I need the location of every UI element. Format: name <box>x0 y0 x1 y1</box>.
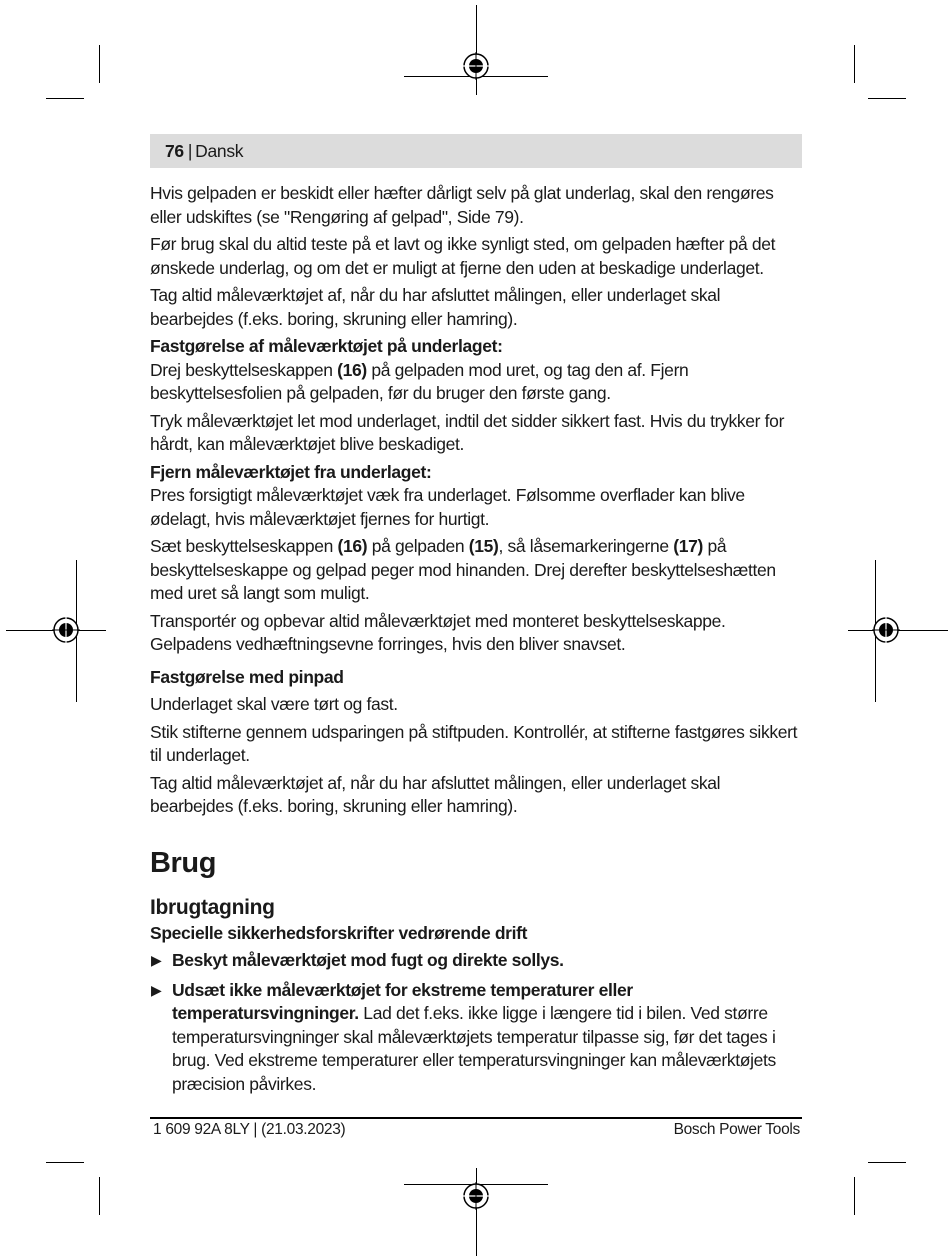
registration-mark-icon <box>462 52 490 80</box>
paragraph: Transportér og opbevar altid måleværktøjet med monteret beskyttelseskappe. Gelpadens vedhæftningsevne forringes, hvis den bliver snavset. <box>150 610 726 654</box>
crop-mark <box>99 1177 100 1215</box>
header-separator: | <box>187 140 193 161</box>
registration-mark-icon <box>52 616 80 644</box>
paragraph: Tag altid måleværktøjet af, når du har afsluttet målingen, eller underlaget skal bearbejdes (f.eks. boring, skruning eller hamring). <box>150 772 721 816</box>
subsection-title: Ibrugtagning <box>150 895 275 919</box>
paragraph: Pres forsigtigt måleværktøjet væk fra underlaget. Følsomme overflader kan blive ødelagt, hvis måleværktøjet fjernes for hurtigt. <box>150 485 745 529</box>
bullet-arrow-icon: ▶ <box>151 981 162 998</box>
paragraph: Underlaget skal være tørt og fast. <box>150 694 398 714</box>
ref-number: (15) <box>468 536 499 556</box>
fasten-heading: Fastgørelse af måleværktøjet på underlaget: <box>150 336 503 356</box>
crop-mark <box>854 45 855 83</box>
paragraph: Tryk måleværktøjet let mod underlaget, indtil det sidder sikkert fast. Hvis du trykker for hårdt, kan måleværktøjet blive beskadiget. <box>150 410 785 454</box>
paragraph: Hvis gelpaden er beskidt eller hæfter dårligt selv på glat underlag, skal den rengøres eller udskiftes (se "Rengøring af gelpad", Side 79). <box>150 183 774 227</box>
crop-mark <box>868 98 906 99</box>
crop-mark <box>868 1162 906 1163</box>
pinpad-heading: Fastgørelse med pinpad <box>150 666 344 687</box>
ref-number: (16) <box>337 536 368 556</box>
bullet-arrow-icon: ▶ <box>151 952 162 968</box>
remove-heading: Fjern måleværktøjet fra underlaget: <box>150 461 432 482</box>
ref-number: (17) <box>673 536 704 556</box>
paragraph: Stik stifterne gennem udsparingen på stiftpuden. Kontrollér, at stifterne fastgøres sikkert til underlaget. <box>150 721 798 765</box>
crop-mark <box>46 98 84 99</box>
crop-mark <box>476 5 477 95</box>
safety-heading: Specielle sikkerhedsforskrifter vedrørende drift <box>150 922 528 943</box>
page-number: 76 <box>165 140 184 161</box>
footer-doc-id: 1 609 92A 8LY | (21.03.2023) <box>153 1121 346 1138</box>
registration-mark-icon <box>872 616 900 644</box>
crop-mark <box>99 45 100 83</box>
page-header <box>150 134 802 168</box>
crop-mark <box>46 1162 84 1163</box>
main-content <box>150 182 805 1102</box>
crop-mark <box>854 1177 855 1215</box>
paragraph: Sæt beskyttelseskappen (16) på gelpaden (15), så låsemarkeringerne (17) på beskyttelseskappe og gelpad peger mod hinanden. Drej derefter beskyttelseshætten med uret så langt som muligt. <box>150 536 776 603</box>
header-language: Dansk <box>195 140 244 161</box>
ref-number: (16) <box>337 359 367 380</box>
paragraph: Før brug skal du altid teste på et lavt og ikke synligt sted, om gelpaden hæfter på det ønskede underlag, og om det er muligt at fjerne den uden at beskadige underlaget. <box>150 234 776 278</box>
section-title: Brug <box>150 846 217 879</box>
footer-brand: Bosch Power Tools <box>673 1121 800 1138</box>
bullet-item: ▶ Beskyt måleværktøjet mod fugt og direkte sollys. <box>150 949 805 973</box>
bullet-item: ▶ Udsæt ikke måleværktøjet for ekstreme temperaturer eller temperatursvingninger. Lad det f.eks. ikke ligge i længere tid i bilen. Ved større temperatursvingninger skal måleværktøjets temperatur tilpasse sig, før det tages i brug. Ved ekstreme temperaturer eller temperatursvingninger kan måleværktøjets præcision påvirkes. <box>151 979 776 1094</box>
paragraph: Tag altid måleværktøjet af, når du har afsluttet målingen, eller underlaget skal bearbejdes (f.eks. boring, skruning eller hamring). <box>150 285 721 329</box>
paragraph: Drej beskyttelseskappen (16) på gelpaden mod uret, og tag den af. Fjern beskyttelsesfolien på gelpaden, før du bruger den første gang. <box>150 359 689 403</box>
registration-mark-icon <box>462 1182 490 1210</box>
